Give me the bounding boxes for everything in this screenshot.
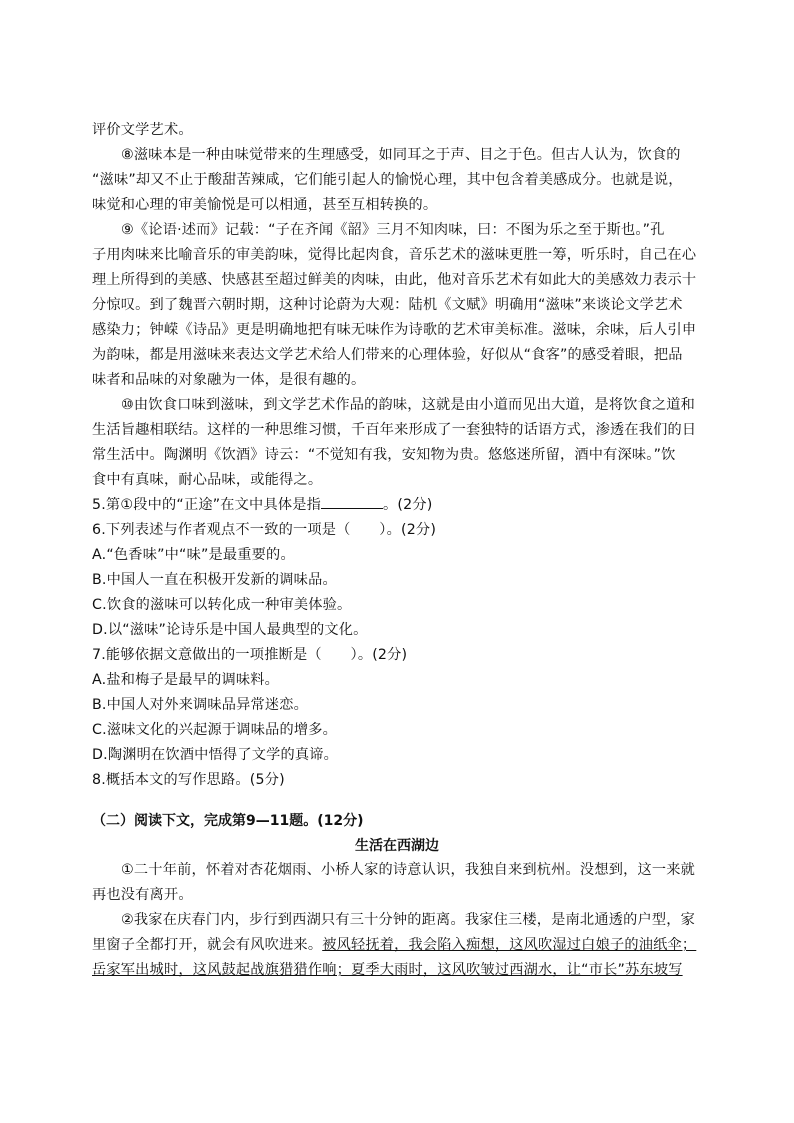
option-a: A.盐和梅子是最早的调味料。 — [92, 672, 280, 688]
question-7-stem: 7.能够依据文意做出的一项推断是（ ）。(2分) — [92, 647, 408, 663]
paragraph-line: 子用肉味来比喻音乐的审美韵味，觉得比起肉食，音乐艺术的滋味更胜一筹，听乐时，自己在心 — [92, 247, 697, 263]
paragraph-line: 味者和品味的对象融为一体，是很有趣的。 — [92, 372, 366, 388]
paragraph-line: ⑩由饮食口味到滋味，到文学艺术作品的韵味，这就是由小道而见出大道，是将饮食之道和 — [121, 397, 696, 413]
paragraph-line: ②我家在庆春门内，步行到西湖只有三十分钟的距离。我家住三楼，是南北通透的户型，家 — [121, 912, 696, 928]
paragraph-9 — [92, 218, 697, 393]
question-5-stem: 5.第①段中的“正途”在文中具体是指 — [92, 497, 321, 513]
paragraph-8 — [92, 143, 692, 218]
paragraph-line — [92, 958, 692, 983]
option-d: D.以“滋味”论诗乐是中国人最典型的文化。 — [92, 622, 368, 638]
question-8: 8.概括本文的写作思路。(5分) — [92, 772, 285, 788]
article-paragraph-1 — [92, 858, 696, 908]
paragraph-7-tail: 评价文学艺术。 — [92, 122, 193, 138]
section-2-heading: （二）阅读下文，完成第9—11题。(12分) — [92, 813, 364, 829]
paragraph-line: ⑧滋味本是一种由味觉带来的生理感受，如同耳之于声、目之于色。但古人认为，饮食的 — [121, 147, 681, 163]
paragraph-line: ⑨《论语·述而》记载：“子在齐闻《韶》三月不知肉味，曰：不图为乐之至于斯也。”孔 — [121, 222, 665, 238]
question-5-score: 。(2分) — [383, 497, 433, 513]
option-c: C.滋味文化的兴起源于调味品的增多。 — [92, 722, 338, 738]
plain-text: 里窗子全都打开，就会有风吹进来。 — [92, 937, 323, 953]
question-7 — [92, 643, 692, 768]
underlined-text: 被风轻抚着，我会陷入痴想，这风吹湿过白娘子的油纸伞； — [322, 937, 697, 953]
paragraph-line — [92, 933, 697, 958]
option-d: D.陶渊明在饮酒中悟得了文学的真谛。 — [92, 747, 339, 763]
paragraph-line: 再也没有离开。 — [92, 887, 193, 903]
question-6 — [92, 518, 692, 643]
article-paragraph-2 — [92, 908, 697, 983]
paragraph-10 — [92, 393, 697, 493]
paragraph-line: ①二十年前，怀着对杏花烟雨、小桥人家的诗意认识，我独自来到杭州。没想到，这一来就 — [121, 862, 696, 878]
question-6-stem: 6.下列表述与作者观点不一致的一项是（ ）。(2分) — [92, 522, 437, 538]
underlined-text: 岳家军出城时，这风鼓起战旗猎猎作响；夏季大雨时，这风吹皱过西湖水，让“市长”苏东坡写 — [92, 962, 683, 978]
article-title: 生活在西湖边 — [355, 838, 439, 854]
document-page — [92, 118, 697, 983]
paragraph-line: 分惊叹。到了魏晋六朝时期，这种讨论蔚为大观：陆机《文赋》明确用“滋味”来谈论文学艺术 — [92, 297, 683, 313]
paragraph-line: 为韵味，都是用滋味来表达文学艺术给人们带来的心理体验，好似从“食客”的感受着眼，把品 — [92, 347, 683, 363]
paragraph-line: 食中有真味，耐心品味，或能得之。 — [92, 472, 323, 488]
paragraph-line: 味觉和心理的审美愉悦是可以相通，甚至互相转换的。 — [92, 197, 438, 213]
paragraph-line: 感染力；钟嵘《诗品》更是明确地把有味无味作为诗歌的艺术审美标准。滋味，余味，后人引申 — [92, 322, 697, 338]
option-a: A.“色香味”中“味”是最重要的。 — [92, 547, 295, 563]
question-5 — [92, 493, 692, 518]
option-c: C.饮食的滋味可以转化成一种审美体验。 — [92, 597, 352, 613]
paragraph-line: 常生活中。陶渊明《饮酒》诗云：“不觉知有我，安知物为贵。悠悠迷所留，酒中有深味。”饮 — [92, 447, 676, 463]
option-b: B.中国人一直在积极开发新的调味品。 — [92, 572, 337, 588]
paragraph-line: 生活旨趣相联结。这样的一种思维习惯，千百年来形成了一套独特的话语方式，渗透在我们的日 — [92, 422, 697, 438]
option-b: B.中国人对外来调味品异常迷恋。 — [92, 697, 309, 713]
answer-blank[interactable] — [321, 494, 383, 509]
paragraph-line: 理上所得到的美感、快感甚至超过鲜美的肉味，由此，他对音乐艺术有如此大的美感效力表示十 — [92, 272, 697, 288]
paragraph-line: “滋味”却又不止于酸甜苦辣咸，它们能引起人的愉悦心理，其中包含着美感成分。也就是说， — [92, 172, 683, 188]
